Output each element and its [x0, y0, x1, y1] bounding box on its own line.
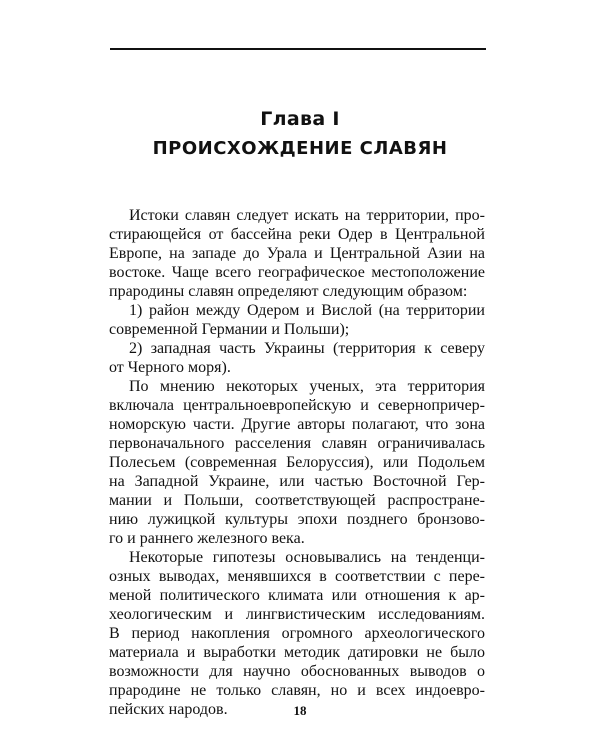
text-line: пейских народов.	[109, 701, 228, 718]
text-line: озных выводах, менявшихся в соответствии с пере-	[109, 568, 485, 585]
text-line: прародины славян определяют следующим образом:	[109, 283, 468, 300]
text-line: В период накопления огромного археологического	[109, 625, 485, 642]
text-line: стирающейся от бассейна реки Одер в Центральной	[109, 226, 485, 243]
text-line: номорскую части. Другие авторы полагают, что зона	[109, 416, 485, 433]
chapter-title: ПРОИСХОЖДЕНИЕ СЛАВЯН	[152, 138, 448, 159]
text-line: востоке. Чаще всего географическое местоположение	[109, 264, 485, 281]
chapter-label: Глава I	[260, 108, 340, 130]
text-line: Полесьем (современная Белоруссия), или Подольем	[109, 454, 485, 471]
text-line: современной Германии и Польши);	[109, 321, 350, 338]
text-line: Некоторые гипотезы основывались на тенденци-	[129, 549, 485, 566]
text-line: первоначального расселения славян ограничивалась	[109, 435, 485, 452]
text-line: возможности для научно обоснованных выводов о	[109, 663, 485, 680]
text-line: Европе, на западе до Урала и Центральной Азии на	[109, 245, 485, 262]
text-line: от Черного моря).	[109, 359, 231, 376]
page-number: 18	[293, 703, 307, 718]
text-line: материала и выработки методик датировки не было	[109, 644, 485, 661]
text-line: меной политического климата или отношения к ар-	[109, 587, 485, 604]
text-line: Истоки славян следует искать на территории, про-	[129, 207, 485, 224]
text-line: 1) район между Одером и Вислой (на территории	[129, 302, 485, 319]
text-line: мании и Польши, соответствующей распростране-	[109, 492, 485, 509]
text-line: нию лужицкой культуры эпохи позднего бронзово-	[109, 511, 485, 528]
text-line: прародине не только славян, но и всех индоевро-	[109, 682, 485, 699]
top-rule	[110, 48, 486, 50]
text-line: 2) западная часть Украины (территория к северу	[129, 340, 485, 357]
text-line: го и раннего железного века.	[109, 530, 305, 547]
text-line: включала центральноевропейскую и севернопричер-	[109, 397, 485, 414]
text-line: хеологическим и лингвистическим исследованиям.	[109, 606, 485, 623]
body-text	[109, 206, 485, 719]
text-line: По мнению некоторых ученых, эта территория	[129, 378, 485, 395]
text-line: на Западной Украине, или частью Восточной Гер-	[109, 473, 485, 490]
